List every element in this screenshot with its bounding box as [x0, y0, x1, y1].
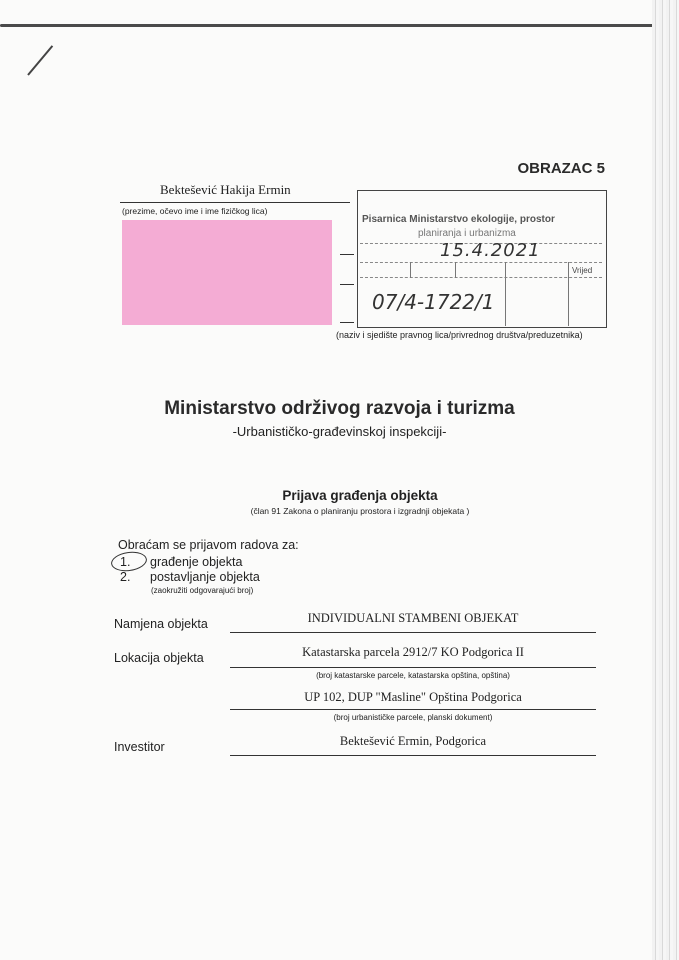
form-title: Prijava građenja objekta: [282, 488, 438, 503]
field-dash: [340, 284, 354, 285]
option-2-number[interactable]: 2.: [120, 570, 131, 584]
stamp-title: Pisarnica Ministarstvo ekologije, prostor: [362, 214, 555, 225]
stamp-col-line: [505, 262, 506, 326]
handwritten-slash-mark: [27, 45, 53, 75]
department-subtitle: -Urbanističko-građevinskoj inspekciji-: [232, 424, 447, 439]
investor-underline: [230, 755, 596, 756]
stamp-column-label: Vrijed: [572, 266, 593, 275]
purpose-underline: [230, 632, 596, 633]
stamp-col-line: [410, 262, 411, 278]
stamp-row-line: [360, 262, 602, 264]
stamp-col-line: [455, 262, 456, 278]
location-label: Lokacija objekta: [114, 651, 204, 665]
field-dash: [340, 254, 354, 255]
redaction-block: [122, 220, 332, 325]
law-reference: (član 91 Zakona o planiranju prostora i izgradnji objekata ): [250, 506, 470, 516]
selection-instruction: (zaokružiti odgovarajući broj): [151, 586, 254, 595]
ministry-title: Ministarstvo održivog razvoja i turizma: [164, 398, 515, 419]
applicant-caption: (prezime, očevo ime i ime fizičkog lica): [122, 206, 268, 216]
investor-value: Bektešević Ermin, Podgorica: [339, 734, 487, 748]
stamp-date: 15.4.2021: [440, 240, 541, 261]
field-dash: [340, 322, 354, 323]
location-value: Katastarska parcela 2912/7 KO Podgorica II: [302, 645, 524, 659]
investor-label: Investitor: [114, 740, 165, 754]
applicant-underline: [120, 202, 350, 203]
location-caption: (broj katastarske parcele, katastarska opština, opština): [316, 671, 510, 680]
scan-edge: [652, 0, 679, 960]
request-intro: Obraćam se prijavom radova za:: [118, 538, 299, 552]
urban-plan-value: UP 102, DUP "Masline" Opština Podgorica: [304, 690, 522, 704]
stamp-number: 07/4-1722/1: [372, 290, 495, 314]
form-label: OBRAZAC 5: [517, 160, 605, 177]
urban-plan-caption: (broj urbanističke parcele, planski dokument): [333, 713, 493, 722]
option-2-label: postavljanje objekta: [150, 570, 260, 584]
stamp-col-line: [568, 262, 569, 326]
option-1-number[interactable]: 1.: [120, 555, 131, 569]
top-scan-rule: [0, 24, 679, 27]
legal-entity-caption: (naziv i sjedište pravnog lica/privrednog društva/preduzetnika): [336, 330, 583, 340]
urban-plan-underline: [230, 709, 596, 710]
purpose-label: Namjena objekta: [114, 617, 208, 631]
purpose-value: INDIVIDUALNI STAMBENI OBJEKAT: [307, 611, 519, 625]
option-1-label: građenje objekta: [150, 555, 243, 569]
location-underline: [230, 667, 596, 668]
applicant-name: Bektešević Hakija Ermin: [160, 182, 291, 197]
stamp-row-line: [360, 277, 602, 279]
stamp-subtitle: planiranja i urbanizma: [418, 228, 516, 239]
